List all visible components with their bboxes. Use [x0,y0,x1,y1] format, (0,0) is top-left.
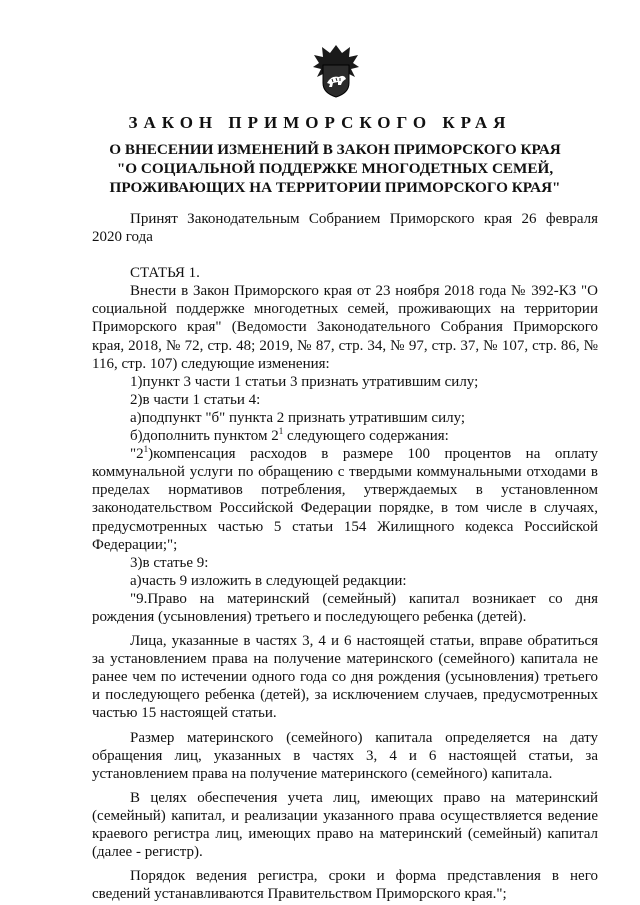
paragraph-persons: Лица, указанные в частях 3, 4 и 6 настоящей статьи, вправе обратиться за установлением права на получение материнского (семейного) капитала не ранее чем по истечении одного года со дня рождения (усыновления) третьего и последующего ребенка (детей), за исключением случаев, предусмотренных частью 15 настоящей статьи. [92,633,598,722]
item-2: 2)в части 1 статьи 4: [130,391,261,408]
coat-of-arms-icon [311,43,361,99]
paragraph-amount: Размер материнского (семейного) капитала определяется на дату обращения лиц, указанных в частях 3, 4 и 6 настоящей статьи, за установлением права на получение материнского (семейного) капитала. [92,729,598,782]
quote-prefix: "2 [130,446,144,463]
subtitle-line: "О СОЦИАЛЬНОЙ ПОДДЕРЖКЕ МНОГОДЕТНЫХ СЕМЕЙ, [116,160,554,177]
item-2a: а)подпункт "б" пункта 2 признать утратившим силу; [130,409,466,426]
item-2b-superscript: 1 [278,426,284,437]
quote-text: )компенсация расходов в размере 100 процентов на оплату коммунальной услуги по обращению с твердыми коммунальными отходами в пределах нормативов потребления, утверждаемых в установленном законодательством Российской Федерации порядке, в том числе в случаях, предусмотренных частью 5 статьи 154 Жилищного кодекса Российской Федерации;"; [92,446,598,553]
law-title: ЗАКОН ПРИМОРСКОГО КРАЯ [128,113,512,132]
item-1: 1)пункт 3 части 1 статьи 3 признать утратившим силу; [130,373,479,390]
quoted-point-2-1 [92,445,598,554]
paragraph-order: Порядок ведения регистра, сроки и форма представления в него сведений устанавливаются Правительством Приморского края."; [92,868,598,903]
article-heading: СТАТЬЯ 1. [130,265,200,282]
item-3a: а)часть 9 изложить в следующей редакции: [130,572,407,589]
paragraph-9: "9.Право на материнский (семейный) капитал возникает со дня рождения (усыновления) третьего и последующего ребенка (детей). [92,590,598,625]
subtitle-line: ПРОЖИВАЮЩИХ НА ТЕРРИТОРИИ ПРИМОРСКОГО КРАЯ" [109,179,561,196]
item-2b-suffix: следующего содержания: [283,428,449,445]
law-subtitle [92,140,578,197]
item-3: 3)в статье 9: [130,554,209,571]
article-intro: Внести в Закон Приморского края от 23 ноября 2018 года № 392-КЗ "О социальной поддержке многодетных семей, проживающих на территории Приморского края" (Ведомости Законодательного Собрания Приморского края, 2018, № 72, стр. 48; 2019, № 87, стр. 34, № 97, стр. 37, № 107, стр. 86, № 116, стр. 107) следующие изменения: [92,283,598,372]
paragraph-register: В целях обеспечения учета лиц, имеющих право на материнский (семейный) капитал, и реализации указанного права осуществляется ведение краевого регистра лиц, имеющих право на материнский (семейный) капитал (далее - регистр). [92,789,598,861]
adoption-note: Принят Законодательным Собранием Приморского края 26 февраля 2020 года [92,211,598,246]
item-2b [92,427,598,445]
law-body [92,210,598,903]
quote-superscript: 1 [143,444,149,455]
subtitle-line: О ВНЕСЕНИИ ИЗМЕНЕНИЙ В ЗАКОН ПРИМОРСКОГО КРАЯ [109,141,561,158]
item-2b-prefix: б)дополнить пунктом 2 [130,428,279,445]
